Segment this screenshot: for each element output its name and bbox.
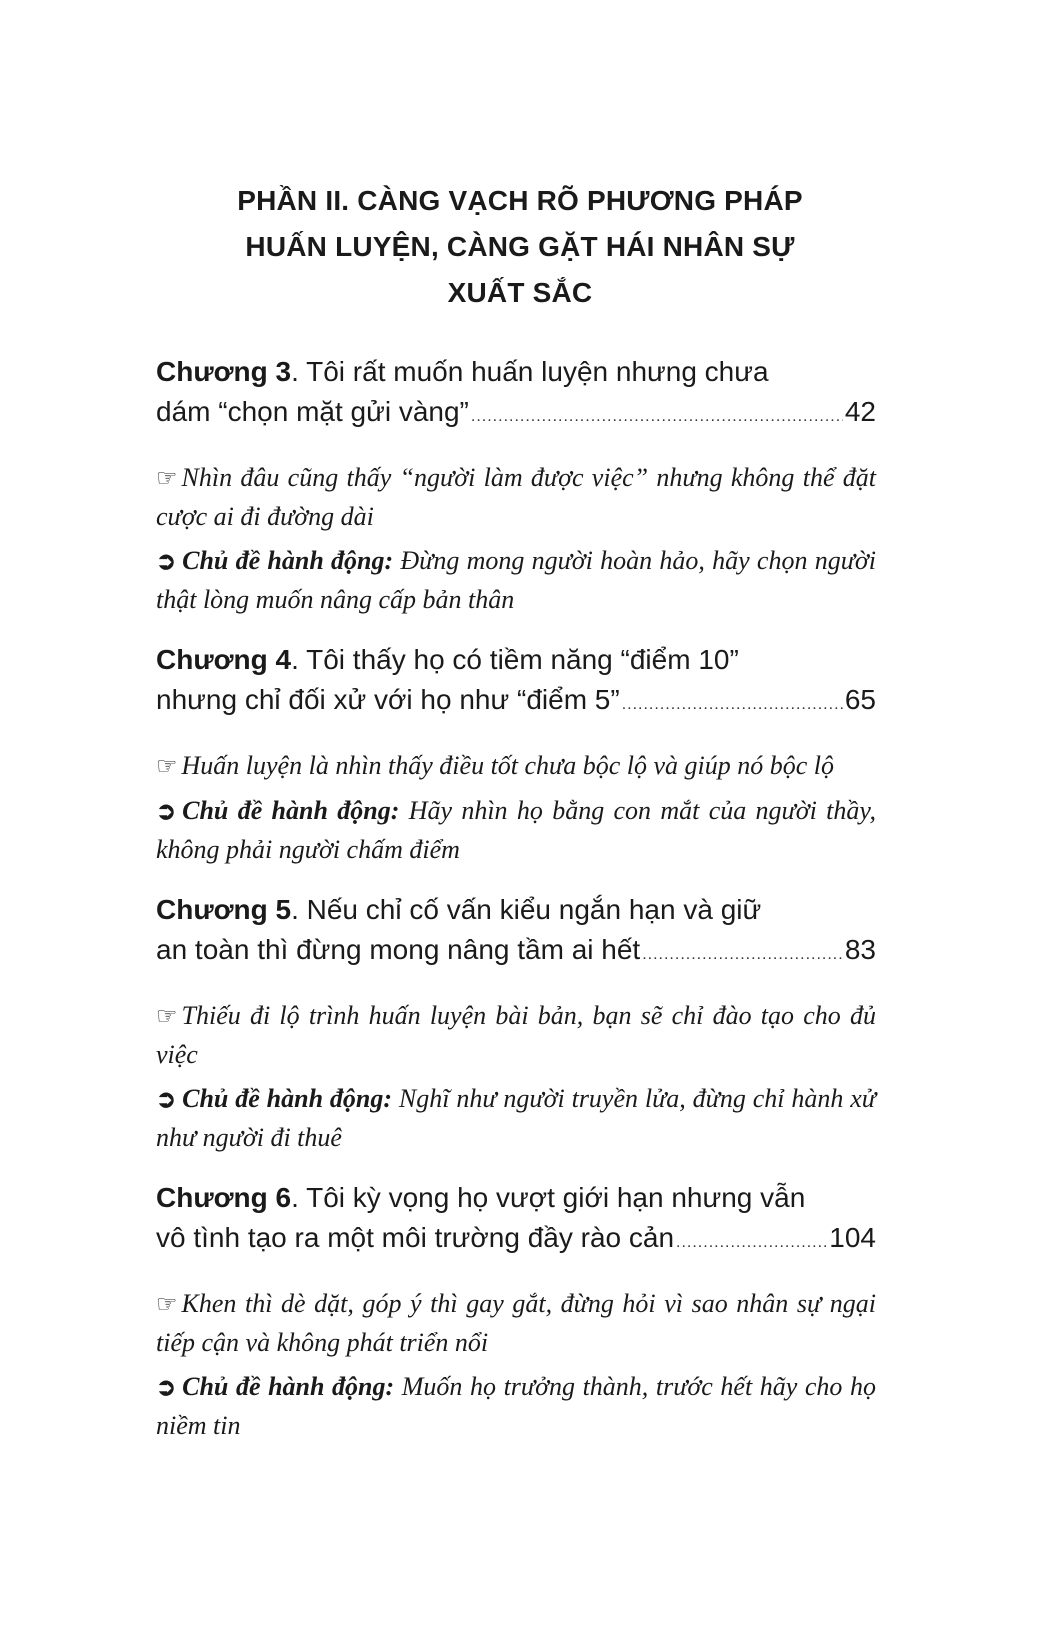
action-text: Muốn họ trưởng thành, trước hết hãy cho họ niềm tin bbox=[156, 1372, 876, 1440]
chapter-action bbox=[156, 792, 876, 869]
chapter-hint bbox=[156, 1285, 876, 1362]
part-title-line: HUẤN LUYỆN, CÀNG GẶT HÁI NHÂN SỰ bbox=[245, 231, 795, 262]
arrow-right-icon: ➲ bbox=[156, 1375, 177, 1401]
action-text: Đừng mong người hoàn hảo, hãy chọn người thật lòng muốn nâng cấp bản thân bbox=[156, 546, 876, 614]
hint-text: Thiếu đi lộ trình huấn luyện bài bản, bạn sẽ chỉ đào tạo cho đủ việc bbox=[156, 1001, 876, 1069]
chapter-title: . Nếu chỉ cố vấn kiểu ngắn hạn và giữ bbox=[291, 894, 762, 925]
hint-text: Khen thì dè dặt, góp ý thì gay gắt, đừng hỏi vì sao nhân sự ngại tiếp cận và không phát triển nổi bbox=[156, 1289, 876, 1357]
arrow-right-icon: ➲ bbox=[156, 799, 177, 825]
pointing-hand-icon: ☞ bbox=[156, 1292, 178, 1318]
chapter-heading[interactable] bbox=[156, 352, 876, 437]
part-title bbox=[150, 178, 890, 316]
action-label: Chủ đề hành động: bbox=[182, 1372, 395, 1401]
chapter-title: . Tôi kỳ vọng họ vượt giới hạn nhưng vẫn bbox=[291, 1182, 806, 1213]
action-label: Chủ đề hành động: bbox=[182, 546, 394, 575]
pointing-hand-icon: ☞ bbox=[156, 466, 178, 492]
chapter-title: . Tôi rất muốn huấn luyện nhưng chưa bbox=[291, 356, 769, 387]
chapter-hint bbox=[156, 459, 876, 536]
chapter-heading[interactable] bbox=[156, 640, 876, 725]
chapter-heading[interactable] bbox=[156, 890, 876, 975]
part-title-line: PHẦN II. CÀNG VẠCH RÕ PHƯƠNG PHÁP bbox=[237, 185, 803, 216]
action-text: Hãy nhìn họ bằng con mắt của người thầy, không phải người chấm điểm bbox=[156, 796, 876, 864]
toc-entry-chapter-5[interactable] bbox=[156, 890, 876, 1157]
page-number: 104 bbox=[829, 1222, 876, 1253]
dot-leader bbox=[471, 397, 843, 437]
dot-leader bbox=[676, 1223, 827, 1263]
action-label: Chủ đề hành động: bbox=[182, 796, 400, 825]
arrow-right-icon: ➲ bbox=[156, 549, 177, 575]
dot-leader bbox=[642, 935, 843, 975]
page-number: 42 bbox=[844, 396, 876, 427]
chapter-label: Chương 3 bbox=[156, 356, 292, 387]
chapter-label: Chương 6 bbox=[156, 1182, 292, 1213]
hint-text: Huấn luyện là nhìn thấy điều tốt chưa bộc lộ và giúp nó bộc lộ bbox=[181, 751, 835, 780]
action-label: Chủ đề hành động: bbox=[182, 1084, 393, 1113]
toc-entry-chapter-3[interactable] bbox=[156, 352, 876, 619]
chapter-title: . Tôi thấy họ có tiềm năng “điểm 10” bbox=[291, 644, 739, 675]
pointing-hand-icon: ☞ bbox=[156, 754, 178, 780]
pointing-hand-icon: ☞ bbox=[156, 1004, 178, 1030]
chapter-hint bbox=[156, 747, 876, 786]
toc-entry-chapter-6[interactable] bbox=[156, 1178, 876, 1445]
chapter-title: vô tình tạo ra một môi trường đầy rào cản bbox=[156, 1222, 675, 1253]
dot-leader bbox=[622, 685, 843, 725]
chapter-action bbox=[156, 542, 876, 619]
chapter-heading[interactable] bbox=[156, 1178, 876, 1263]
page-number: 83 bbox=[844, 934, 876, 965]
chapter-title: dám “chọn mặt gửi vàng” bbox=[156, 396, 469, 427]
action-text: Nghĩ như người truyền lửa, đừng chỉ hành xử như người đi thuê bbox=[156, 1084, 876, 1152]
chapter-title: nhưng chỉ đối xử với họ như “điểm 5” bbox=[156, 684, 620, 715]
chapter-label: Chương 5 bbox=[156, 894, 292, 925]
arrow-right-icon: ➲ bbox=[156, 1087, 177, 1113]
chapter-hint bbox=[156, 997, 876, 1074]
chapter-label: Chương 4 bbox=[156, 644, 292, 675]
hint-text: Nhìn đâu cũng thấy “người làm được việc” nhưng không thể đặt cược ai đi đường dài bbox=[156, 463, 876, 531]
toc-entry-chapter-4[interactable] bbox=[156, 640, 876, 869]
chapter-action bbox=[156, 1080, 876, 1157]
chapter-title: an toàn thì đừng mong nâng tầm ai hết bbox=[156, 934, 641, 965]
page-number: 65 bbox=[844, 684, 876, 715]
part-title-line: XUẤT SẮC bbox=[447, 277, 593, 308]
chapter-action bbox=[156, 1368, 876, 1445]
